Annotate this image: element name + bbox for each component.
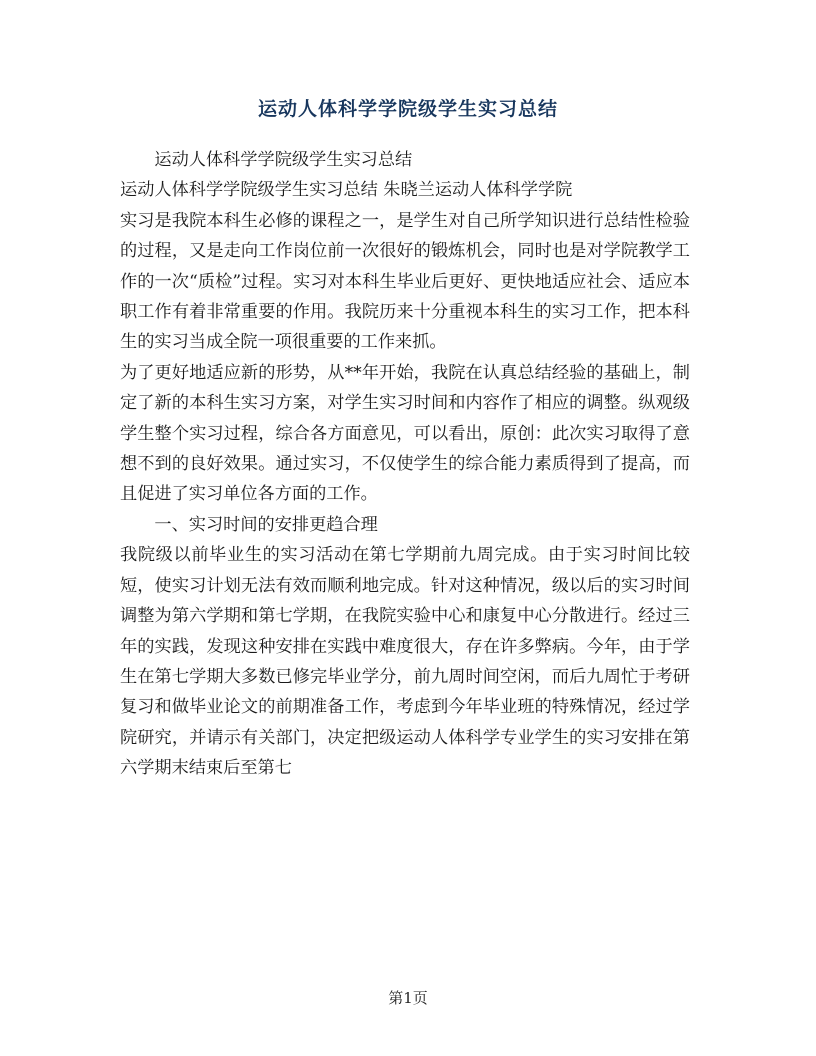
body-paragraph: 为了更好地适应新的形势，从**年开始，我院在认真总结经验的基础上，制定了新的本科生实习方案，对学生实习时间和内容作了相应的调整。纵观级学生整个实习过程，综合各方面意见，可以看出，原创：此次实习取得了意想不到的良好效果。通过实习，不仅使学生的综合能力素质得到了提高，而且促进了实习单位各方面的工作。 [120,362,690,505]
body-paragraph: 实习是我院本科生必修的课程之一，是学生对自己所学知识进行总结性检验的过程，又是走向工作岗位前一次很好的锻炼机会，同时也是对学院教学工作的一次“质检”过程。实习对本科生毕业后更好、更快地适应社会、适应本职工作有着非常重要的作用。我院历来十分重视本科生的实习工作，把本科生的实习当成全院一项很重要的工作来抓。 [120,210,690,353]
body-paragraph: 我院级以前毕业生的实习活动在第七学期前九周完成。由于实习时间比较短，使实习计划无法有效而顺利地完成。针对这种情况，级以后的实习时间调整为第六学期和第七学期，在我院实验中心和康复中心分散进行。经过三年的实践，发现这种安排在实践中难度很大，存在许多弊病。今年，由于学生在第七学期大多数已修完毕业学分，前九周时间空闲，而后九周忙于考研复习和做毕业论文的前期准备工作，考虑到今年毕业班的特殊情况，经过学院研究，并请示有关部门，决定把级运动人体科学专业学生的实习安排在第六学期末结束后至第七 [120,545,690,779]
document-body [120,145,690,784]
author-line: 运动人体科学学院级学生实习总结 朱晓兰运动人体科学学院 [120,180,573,201]
section-heading: 一、实习时间的安排更趋合理 [154,514,378,535]
document-title: 运动人体科学学院级学生实习总结 [257,98,558,120]
body-subtitle: 运动人体科学学院级学生实习总结 [154,150,413,170]
page-number: 第1页 [388,989,428,1007]
